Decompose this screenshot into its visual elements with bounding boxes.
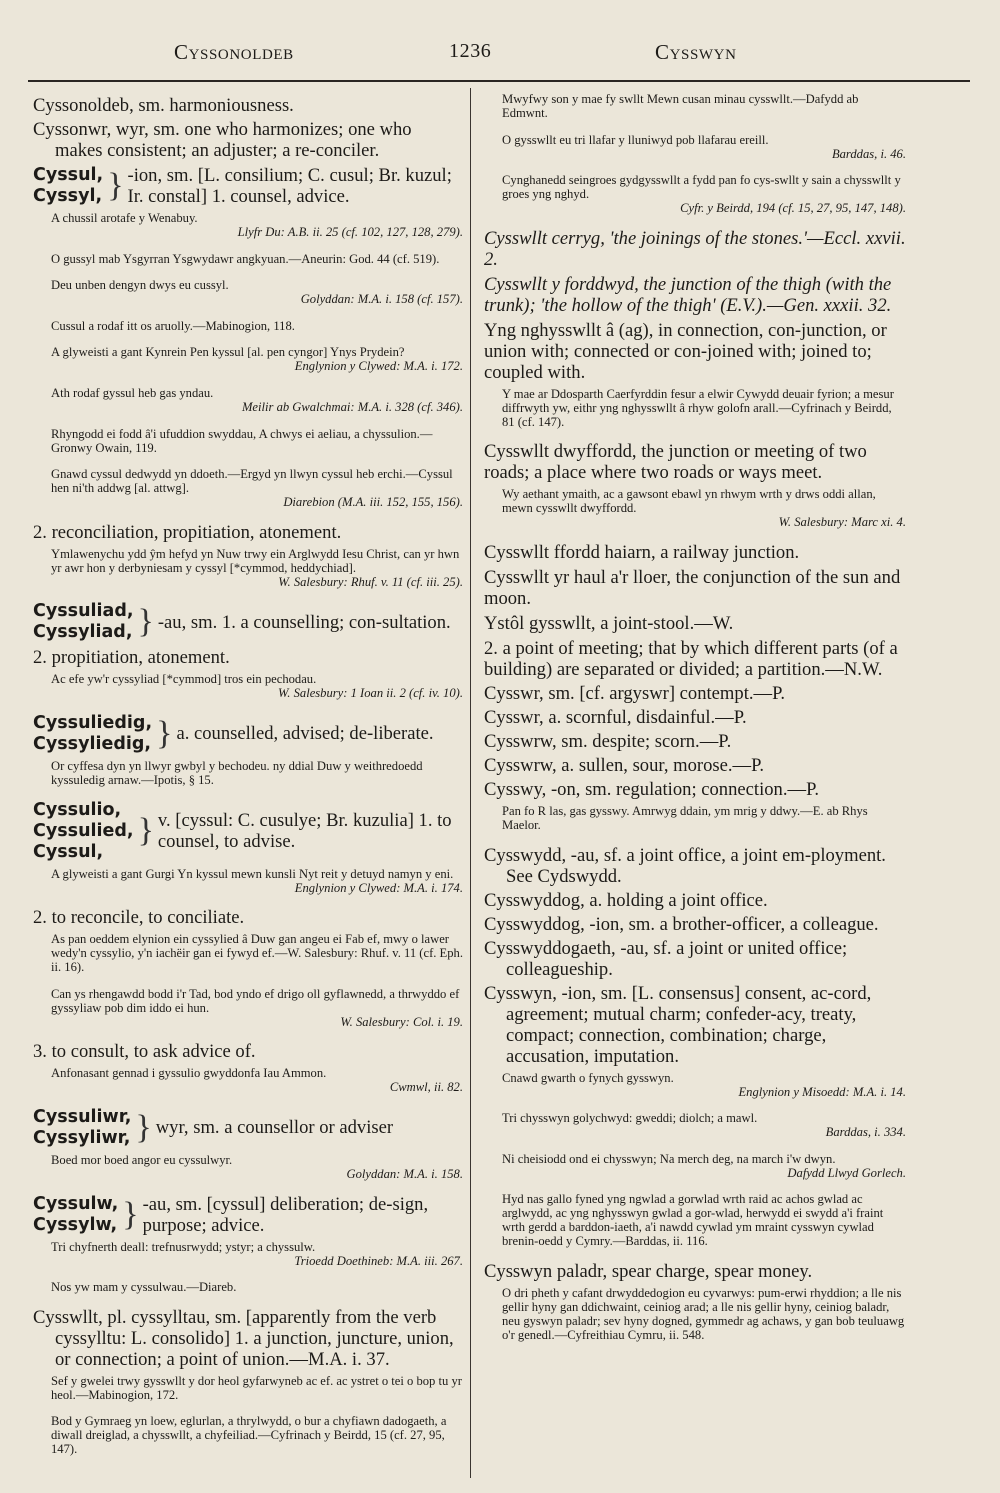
- sense: 2. propitiation, atonement.: [33, 647, 230, 669]
- headword: Cyssul,: [33, 165, 104, 185]
- citation: Bod y Gymraeg yn loew, eglurlan, a thrylwydd, o bur a chyfiawn dadogaeth, a diwall dreiglad, a chysswllt, a chyfeiliad.—Cyfrinach y Beirdd, 15 (cf. 27, 95, 147).: [51, 1414, 447, 1457]
- entry-cysswllt-yr-haul: Cysswllt yr haul a'r lloer, the conjunction of the sun and moon.: [484, 566, 901, 609]
- brace: }: [122, 1195, 139, 1233]
- citation: Hyd nas gallo fyned yng ngwlad a gorwlad wrth raid ac achos gwlad ac arglwydd, ac yng nghysswyn gwlad a gor-wlad, herwydd ei swydd a'i fraint wrth gerdd a barddon-iaeth, a'i nawdd cywlad ym mraint cysswyn cywlad brenin-oedd y Cymry.—Barddas, ii. 116.: [502, 1192, 884, 1249]
- citation: Can ys rhengawdd bodd i'r Tad, bod yndo ef drigo oll gyflawnedd, a thrwyddo ef gyssyliaw pob dim iddo ei hun. W. Salesbury: Col. i. 19.: [51, 986, 463, 1029]
- headword: Cyssylw,: [33, 1214, 118, 1235]
- page-number: 1236: [449, 40, 492, 62]
- definition: -au, sm. 1. a counselling; con-sultation.: [157, 611, 451, 633]
- brace: }: [137, 812, 154, 850]
- header-rule: [28, 80, 970, 82]
- citation: As pan oeddem elynion ein cyssylied â Duw gan angeu ei Fab ef, mwy o lawer wedy'n cyssylio, y'n iachëir gan ei fywyd ef.—W. Salesbury: Rhuf. v. 11 (cf. Eph. ii. 16).: [51, 932, 463, 975]
- headword: Cyssulw,: [33, 1193, 119, 1214]
- citation: Pan fo R las, gas gysswy. Amrwyg ddain, ym mrig y ddwy.—E. ab Rhys Maelor.: [502, 803, 868, 832]
- headword: Cyssyl,: [33, 186, 103, 206]
- citation: Ymlawenychu ydd ŷm hefyd yn Nuw trwy ein Arglwydd Iesu Christ, can yr hwn yr awr hon y derbyniesam y cyssyl [*cymmod, heddychiad]. W. Salesbury: Rhuf. v. 11 (cf. iii. 25).: [51, 546, 463, 589]
- entry-cysswyddogaeth: Cysswyddogaeth, -au, sf. a joint or united office; colleagueship.: [484, 937, 848, 980]
- brace: }: [135, 1108, 152, 1146]
- citation: Ni cheisiodd ond ei chysswyn; Na merch deg, na march i'w dwyn. Dafydd Llwyd Gorlech.: [502, 1151, 906, 1180]
- citation: Gnawd cyssul dedwydd yn ddoeth.—Ergyd yn llwyn cyssul heb erchi.—Cyssul hen ni'th addwg [al. attwg]. Diarebion (M.A. iii. 152, 155, 156).: [51, 467, 463, 510]
- citation: A glyweisti a gant Gurgi Yn kyssul mewn kunsli Nyt reit y detuyd namyn y eni. Englynion y Clywed: M.A. i. 174.: [51, 866, 463, 895]
- entry-cyssulio: [33, 800, 463, 863]
- citation: O dri pheth y cafant drwyddedogion eu cyvarwys: pum-erwi rhyddion; a lle nis gellir hyny gan ddichwaint, ceiniog arad; a lle nis gellir hyny, ceiniog baladr, neu gyswyn paladr; sev hyny dogned, gymmedr ag achaws, y gan bob teuluawg o'r genedl.—Cyfreithiau Cymru, ii. 548.: [502, 1285, 905, 1342]
- entry-cysswllt-cerryg: Cysswllt cerryg, 'the joinings of the stones.'—Eccl. xxvii. 2.: [484, 227, 906, 270]
- entry-cysswrw-adj: Cysswrw, a. sullen, sour, morose.—P.: [484, 754, 765, 776]
- definition: v. [cyssul: C. cusulye; Br. kuzulia] 1. to counsel, to advise.: [157, 810, 452, 853]
- entry-cyssuliad: [33, 601, 463, 643]
- entry-cysswydd: Cysswydd, -au, sf. a joint office, a joint em-ployment. See Cydswydd.: [484, 844, 886, 887]
- entry-cyssonoldeb: Cyssonoldeb, sm. harmoniousness.: [33, 95, 294, 116]
- citation: Deu unben dengyn dwys eu cussyl. Golyddan: M.A. i. 158 (cf. 157).: [51, 278, 463, 307]
- entry-cyssul: [33, 165, 463, 207]
- sense: 2. a point of meeting; that by which different parts (of a building) are separated or divided; a partition.—N.W.: [484, 637, 898, 680]
- brace: }: [156, 714, 173, 752]
- entry-cysswr-adj: Cysswr, a. scornful, disdainful.—P.: [484, 706, 747, 728]
- citation: Or cyffesa dyn yn llwyr gwbyl y bechodeu. ny ddial Duw y weithredoedd kyssuledig arnaw.—Ipotis, § 15.: [51, 758, 423, 787]
- definition: -ion, sm. [L. consilium; C. cusul; Br. kuzul; Ir. constal] 1. counsel, advice.: [127, 165, 452, 207]
- citation: Sef y gwelei trwy gysswllt y dor heol gyfarwyneb ac ef. ac ystret o tei o bop tu yr heol.—Mabinogion, 172.: [51, 1373, 462, 1402]
- headword: Cyssulio,: [33, 799, 122, 820]
- definition: -au, sm. [cyssul] deliberation; de-sign, purpose; advice.: [142, 1193, 429, 1236]
- entry-cysswyddog-noun: Cysswyddog, -ion, sm. a brother-officer, a colleague.: [484, 913, 879, 935]
- citation: Ath rodaf gyssul heb gas yndau. Meilir ab Gwalchmai: M.A. i. 328 (cf. 346).: [51, 385, 463, 414]
- citation: Cynghanedd seingroes gydgysswllt a fydd pan fo cys-swllt y sain a chysswllt y groes yng nghyd. Cyfr. y Beirdd, 194 (cf. 15, 27, 95, 147, 148).: [502, 173, 906, 216]
- headword: Cyssyliwr,: [33, 1127, 131, 1148]
- sense: 2. to reconcile, to conciliate.: [33, 907, 245, 929]
- headword: Cyssyliedig,: [33, 733, 152, 754]
- citation: O gysswllt eu tri llafar y lluniwyd pob llafarau ereill. Barddas, i. 46.: [502, 132, 906, 161]
- citation: Cnawd gwarth o fynych gysswyn. Englynion y Misoedd: M.A. i. 14.: [502, 1070, 906, 1099]
- sense: 2. reconciliation, propitiation, atonement.: [33, 521, 342, 543]
- entry-cysswyn: Cysswyn, -ion, sm. [L. consensus] consent, ac-cord, agreement; mutual charm; confeder-acy, treaty, compact; connection, combination; charge, accusation, imputation.: [484, 982, 872, 1067]
- entry-cysswllt-dwyffordd: Cysswllt dwyffordd, the junction or meeting of two roads; a place where two roads or ways meet.: [484, 441, 867, 484]
- definition: wyr, sm. a counsellor or adviser: [155, 1117, 394, 1139]
- entry-cysswllt: Cysswllt, pl. cyssylltau, sm. [apparently from the verb cyssylltu: L. consolido] 1. a junction, juncture, union, or connection; a point of union.—M.A. i. 37.: [33, 1306, 454, 1370]
- citation: Wy aethant ymaith, ac a gawsont ebawl yn rhwym wrth y drws oddi allan, mewn cysswllt dwyffordd. W. Salesbury: Marc xi. 4.: [502, 487, 906, 530]
- headword: Cyssuliad,: [33, 601, 134, 622]
- headword: Cyssuliedig,: [33, 712, 153, 733]
- header-left-guideword: Cyssonoldeb: [174, 40, 294, 64]
- entry-cyssonwr: Cyssonwr, wyr, sm. one who harmonizes; one who makes consistent; an adjuster; a re-conciler.: [33, 119, 412, 161]
- entry-cyssuliwr: [33, 1107, 463, 1149]
- citation: Rhyngodd ei fodd â'i ufuddion swyddau, A chwys ei aeliau, a chyssulion.—Gronwy Owain, 119.: [51, 426, 433, 455]
- header-right-guideword: Cysswyn: [655, 40, 737, 64]
- entry-cysswllt-y-forddwyd: Cysswllt y forddwyd, the junction of the thigh (with the trunk); 'the hollow of the thigh' (E.V.).—Gen. xxxii. 32.: [484, 273, 892, 316]
- entry-cyssuliedig: [33, 713, 463, 755]
- citation: Tri chyfnerth deall: trefnusrwydd; ystyr; a chyssulw. Trioedd Doethineb: M.A. iii. 267.: [51, 1239, 463, 1268]
- sense: 3. to consult, to ask advice of.: [33, 1041, 256, 1063]
- entry-yng-nghysswllt: Yng nghysswllt â (ag), in connection, con-junction, or union with; connected or con-joined with; joined to; coupled with.: [484, 319, 887, 383]
- citation: Cussul a rodaf itt os aruolly.—Mabinogion, 118.: [51, 318, 295, 333]
- column-divider: [470, 88, 471, 1478]
- entry-cysswyn-paladr: Cysswyn paladr, spear charge, spear money.: [484, 1260, 813, 1282]
- citation: Tri chysswyn golychwyd: gweddi; diolch; a mawl. Barddas, i. 334.: [502, 1111, 906, 1140]
- left-column: [33, 92, 463, 1482]
- entry-ystol-gysswllt: Ystôl gysswllt, a joint-stool.—W.: [484, 612, 734, 634]
- entry-cysswr-noun: Cysswr, sm. [cf. argyswr] contempt.—P.: [484, 682, 786, 704]
- entry-cysswyddog-adj: Cysswyddog, a. holding a joint office.: [484, 889, 768, 911]
- entry-cyssulw: [33, 1194, 463, 1236]
- citation: Boed mor boed angor eu cyssulwyr. Golyddan: M.A. i. 158.: [51, 1152, 463, 1181]
- citation: Anfonasant gennad i gyssulio gwyddonfa Iau Ammon. Cwmwl, ii. 82.: [51, 1066, 463, 1095]
- headword: Cyssuliwr,: [33, 1106, 132, 1127]
- citation: Ac efe yw'r cyssyliad [*cymmod] tros ein pechodau. W. Salesbury: 1 Ioan ii. 2 (cf. iv. 10).: [51, 672, 463, 701]
- entry-cysswrw-noun: Cysswrw, sm. despite; scorn.—P.: [484, 730, 732, 752]
- headword: Cyssulied,: [33, 820, 134, 841]
- citation: O gussyl mab Ysgyrran Ysgwydawr angkyuan.—Aneurin: God. 44 (cf. 519).: [51, 251, 440, 266]
- entry-cysswy: Cysswy, -on, sm. regulation; connection.—P.: [484, 778, 820, 800]
- citation: Y mae ar Ddosparth Caerfyrddin fesur a elwir Cywydd deuair fyrion; a mesur diffrwyth yw, eithr yng nghysswllt â rhyw golofn arall.—Cyfrinach y Beirdd, 81 (cf. 147).: [502, 386, 894, 429]
- citation: Nos yw mam y cyssulwau.—Diareb.: [51, 1280, 237, 1295]
- running-header: [0, 40, 1000, 80]
- headword: Cyssyliad,: [33, 622, 133, 643]
- right-column: [484, 92, 906, 1482]
- citation: Mwyfwy son y mae fy swllt Mewn cusan minau cysswllt.—Dafydd ab Edmwnt.: [502, 92, 859, 120]
- entry-cysswllt-ffordd-haiarn: Cysswllt ffordd haiarn, a railway junction.: [484, 541, 800, 563]
- definition: a. counselled, advised; de-liberate.: [176, 723, 434, 745]
- citation: A glyweisti a gant Kynrein Pen kyssul [al. pen cyngor] Ynys Prydein? Englynion y Clywed: M.A. i. 172.: [51, 345, 463, 374]
- brace: }: [107, 167, 124, 204]
- citation: A chussil arotafe y Wenabuy. Llyfr Du: A.B. ii. 25 (cf. 102, 127, 128, 279).: [51, 211, 463, 239]
- brace: }: [137, 603, 154, 641]
- headword: Cyssul,: [33, 841, 104, 862]
